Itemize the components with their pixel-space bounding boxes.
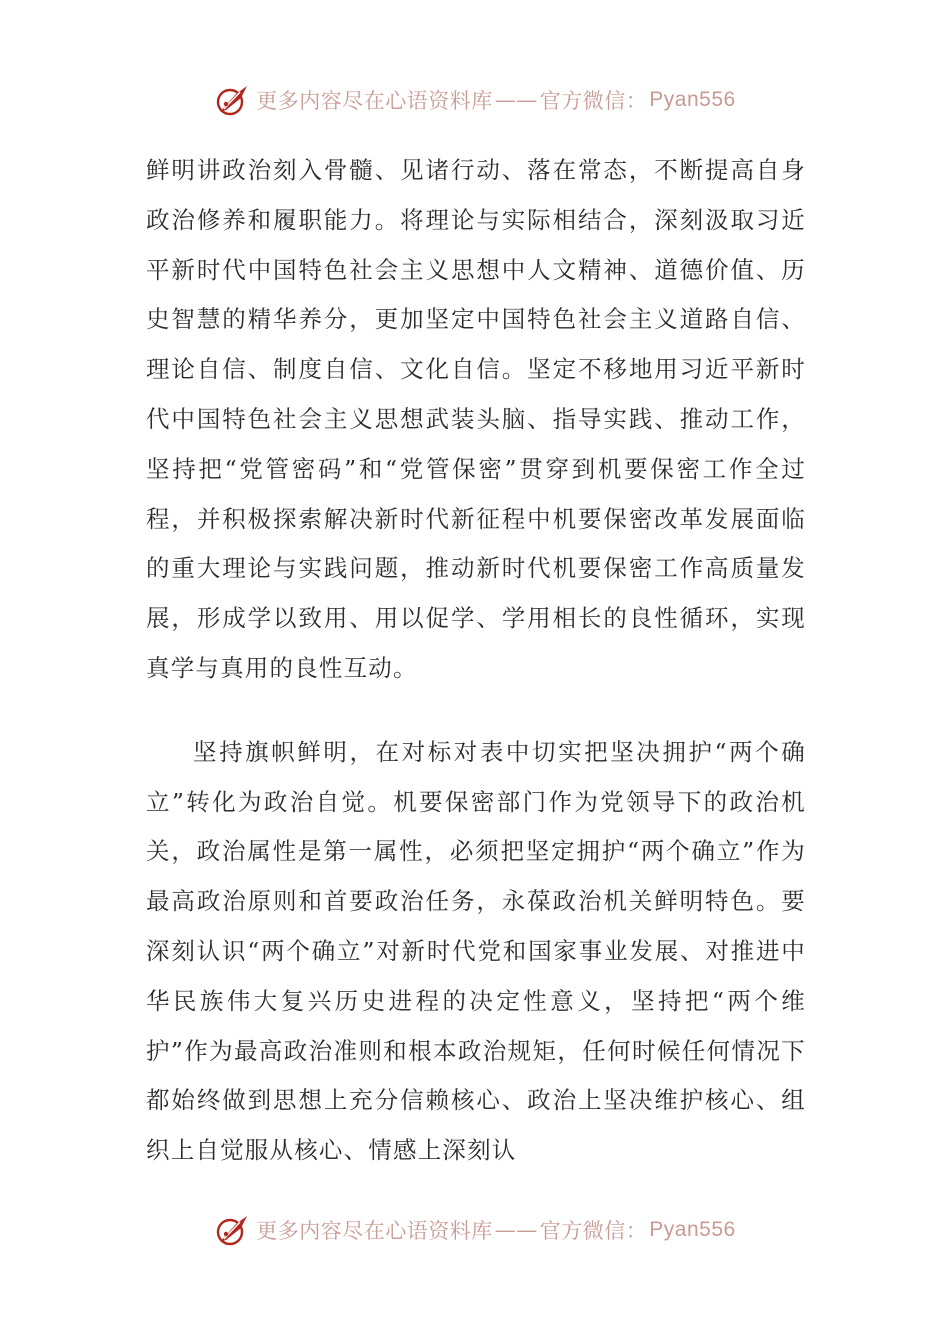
quill-logo-icon bbox=[214, 82, 250, 118]
quill-logo-icon bbox=[214, 1212, 250, 1248]
paragraph-2: 坚持旗帜鲜明，在对标对表中切实把坚决拥护“两个确立”转化为政治自觉。机要保密部门作为党领导下的政治机关，政治属性是第一属性，必须把坚定拥护“两个确立”作为最高政治原则和首要政治任务，永葆政治机关鲜明特色。要深刻认识“两个确立”对新时代党和国家事业发展、对推进中华民族伟大复兴历史进程的决定性意义，坚持把“两个维护”作为最高政治准则和根本政治规矩，任何时候任何情况下都始终做到思想上充分信赖核心、政治上坚决维护核心、组织上自觉服从核心、情感上深刻认 bbox=[146, 737, 806, 1165]
header-separator: —— bbox=[494, 88, 538, 112]
footer-wechat-label: 官方微信： bbox=[539, 1219, 648, 1243]
footer-separator: —— bbox=[494, 1218, 538, 1242]
document-body bbox=[146, 146, 806, 1176]
footer-wechat-id: Pyan556 bbox=[649, 1218, 736, 1241]
header-site-name: 更多内容尽在心语资料库 bbox=[256, 89, 493, 113]
footer-banner-text bbox=[256, 1215, 735, 1245]
paragraph-1: 鲜明讲政治刻入骨髓、见诸行动、落在常态，不断提高自身政治修养和履职能力。将理论与实际相结合，深刻汲取习近平新时代中国特色社会主义思想中人文精神、道德价值、历史智慧的精华养分，更加坚定中国特色社会主义道路自信、理论自信、制度自信、文化自信。坚定不移地用习近平新时代中国特色社会主义思想武装头脑、指导实践、推动工作，坚持把“党管密码”和“党管保密”贯穿到机要保密工作全过程，并积极探索解决新时代新征程中机要保密改革发展面临的重大理论与实践问题，推动新时代机要保密工作高质量发展，形成学以致用、用以促学、学用相长的良性循环，实现真学与真用的良性互动。 bbox=[146, 156, 806, 682]
footer-banner bbox=[0, 1210, 950, 1250]
header-banner-text bbox=[256, 85, 735, 115]
header-wechat-label: 官方微信： bbox=[539, 89, 648, 113]
header-banner bbox=[0, 80, 950, 120]
header-wechat-id: Pyan556 bbox=[649, 88, 736, 111]
footer-site-name: 更多内容尽在心语资料库 bbox=[256, 1219, 493, 1243]
